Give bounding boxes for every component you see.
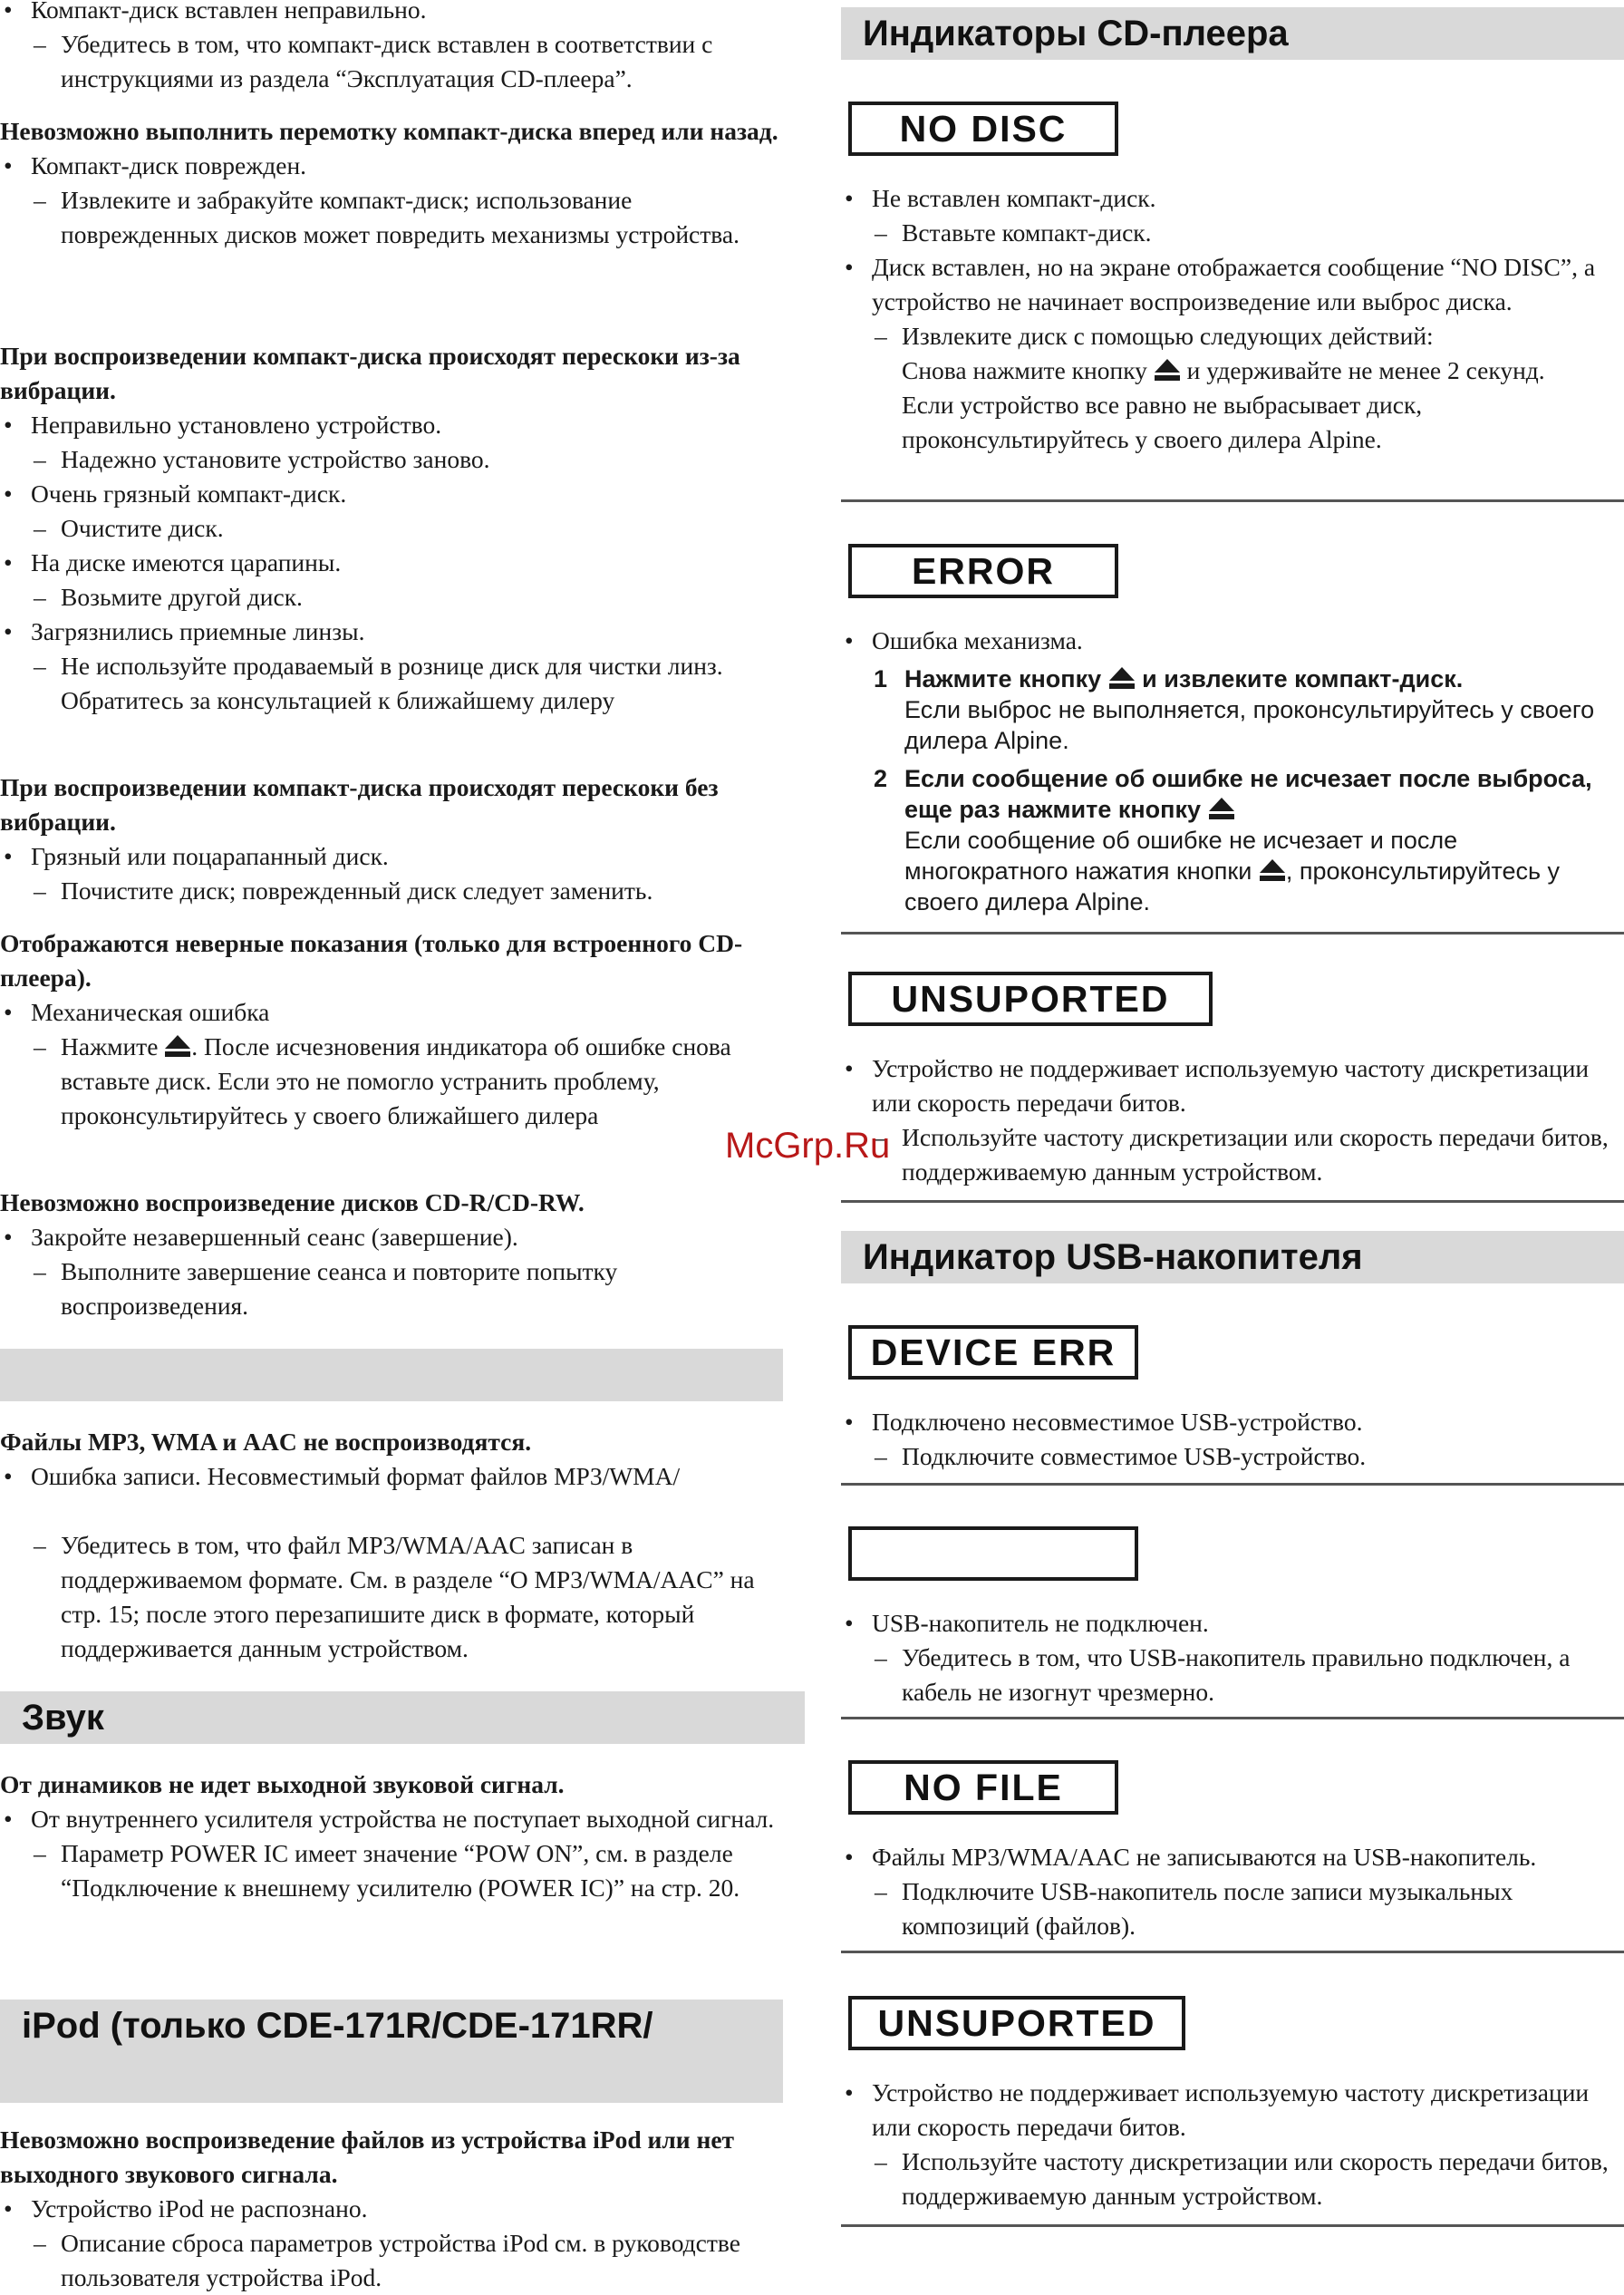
bullet-item: • Закройте незавершенный сеанс (завершение). xyxy=(0,1220,783,1254)
bullet-item: • Устройство iPod не распознано. xyxy=(0,2192,783,2226)
step-text xyxy=(904,825,1624,917)
step-text-part: Если сообщение об ошибке не исчезает и после многократного нажатия кнопки xyxy=(904,827,1458,885)
dash-item: – Подключите USB-накопитель после записи музыкальных композиций (файлов). xyxy=(841,1874,1624,1943)
note-text: Если устройство все равно не выбрасывает диск, проконсультируйтесь у своего дилера Alpine. xyxy=(902,391,1423,453)
dash-item: – Не используйте продаваемый в рознице диск для чистки линз. Обратитесь за консультацией к ближайшему дилеру xyxy=(0,649,783,718)
section-sound xyxy=(0,1767,783,1905)
question-heading: При воспроизведении компакт-диска происходят перескоки без вибрации. xyxy=(0,773,719,836)
bullet-item: • Компакт-диск вставлен неправильно. xyxy=(0,0,783,27)
dash-item: – Описание сброса параметров устройства iPod см. в руководстве пользователя устройства iPod. xyxy=(0,2226,783,2295)
step-heading xyxy=(904,763,1624,825)
bullet-item: • Файлы MP3/WMA/AAC не записываются на USB-накопитель. xyxy=(841,1840,1624,1874)
watermark: McGrp.Ru xyxy=(725,1126,891,1166)
divider xyxy=(841,1200,1624,1203)
dash-item: – Подключите совместимое USB-устройство. xyxy=(841,1439,1624,1474)
eject-icon xyxy=(164,1034,191,1058)
dash-item: – Вставьте компакт-диск. xyxy=(841,216,1624,250)
section-mp3-files xyxy=(0,1425,783,1666)
dash-item: – Убедитесь в том, что USB-накопитель правильно подключен, а кабель не изогнут чрезмерно. xyxy=(841,1641,1624,1709)
section-no-disc xyxy=(841,181,1624,457)
section-ipod xyxy=(0,2123,783,2295)
question-heading: Невозможно воспроизведение файлов из устройства iPod или нет выходного звукового сигнала. xyxy=(0,2126,735,2188)
bullet-item: • Загрязнились приемные линзы. xyxy=(0,615,783,649)
step-number: 2 xyxy=(874,765,888,792)
section-cdr-cdrw xyxy=(0,1186,783,1323)
bullet-item: • Устройство не поддерживает используемую частоту дискретизации или скорость передачи битов. xyxy=(841,1051,1624,1120)
eject-icon xyxy=(1259,858,1286,882)
bullet-item: • Механическая ошибка xyxy=(0,995,783,1030)
section-title-ipod-band xyxy=(0,2000,783,2103)
section-no-usb xyxy=(841,1606,1624,1709)
bullet-item: • USB-накопитель не подключен. xyxy=(841,1606,1624,1641)
step-number: 1 xyxy=(874,665,888,692)
question-heading: Отображаются неверные показания (только для встроенного CD-плеера). xyxy=(0,929,743,992)
bullet-item: • Подключено несовместимое USB-устройство. xyxy=(841,1405,1624,1439)
indicator-error: ERROR xyxy=(848,544,1118,598)
question-heading: Невозможно воспроизведение дисков CD-R/CD-RW. xyxy=(0,1188,585,1216)
section-wrong-display xyxy=(0,926,783,1133)
question-heading: Файлы MP3, WMA и AAC не воспроизводятся. xyxy=(0,1428,532,1456)
note-text-part: Снова нажмите кнопку xyxy=(902,356,1147,384)
note-text-part: и удерживайте не менее 2 секунд. xyxy=(1186,356,1545,384)
section-band-empty xyxy=(0,1349,783,1401)
section-title-cd-indicators: Индикаторы CD-плеера xyxy=(841,7,1624,60)
dash-text: . После исчезновения индикатора об ошибке снова вставьте диск. Если это не помогло устранить проблему, проконсультируйтесь у своего ближайшего дилера xyxy=(61,1032,731,1129)
section-title-usb-indicator: Индикатор USB-накопителя xyxy=(841,1231,1624,1283)
section-unsupported-cd xyxy=(841,1051,1624,1189)
dash-item: – Выполните завершение сеанса и повторите попытку воспроизведения. xyxy=(0,1254,783,1323)
eject-icon xyxy=(1154,358,1181,382)
indicator-unsupported: UNSUPORTED xyxy=(848,972,1213,1026)
divider xyxy=(841,932,1624,934)
dash-item: – Используйте частоту дискретизации или скорость передачи битов, поддерживаемую данным устройством. xyxy=(841,2145,1624,2213)
dash-item: – Убедитесь в том, что файл MP3/WMA/AAC записан в поддерживаемом формате. См. в разделе “О MP3/WMA/AAC” на стр. 15; после этого перезапишите диск в формате, который поддерживается данным устройством. xyxy=(0,1528,783,1666)
divider xyxy=(841,1717,1624,1719)
step-heading-part: Нажмите кнопку xyxy=(904,665,1102,692)
step-heading-part: Если сообщение об ошибке не исчезает после выброса, еще раз нажмите кнопку xyxy=(904,765,1592,823)
note-text xyxy=(841,353,1624,388)
section-disc-inserted xyxy=(0,0,783,96)
section-title-ipod: iPod (только CDE-171R/CDE-171RR/ xyxy=(22,2006,653,2046)
dash-item: – Параметр POWER IC имеет значение “POW ON”, см. в разделе “Подключение к внешнему усилителю (POWER IC)” на стр. 20. xyxy=(0,1836,783,1905)
section-title-sound: Звук xyxy=(0,1691,805,1744)
bullet-item: • Не вставлен компакт-диск. xyxy=(841,181,1624,216)
section-skips-vibration xyxy=(0,339,783,718)
bullet-item: • Компакт-диск поврежден. xyxy=(0,149,783,183)
indicator-blank xyxy=(848,1526,1138,1581)
section-device-err xyxy=(841,1405,1624,1474)
indicator-unsupported: UNSUPORTED xyxy=(848,1996,1185,2050)
section-no-seek xyxy=(0,114,783,252)
bullet-item: • Диск вставлен, но на экране отображается сообщение “NO DISC”, а устройство не начинает воспроизведение или выброс диска. xyxy=(841,250,1624,319)
indicator-no-disc: NO DISC xyxy=(848,102,1118,156)
question-heading: От динамиков не идет выходной звуковой сигнал. xyxy=(0,1770,565,1798)
dash-item: – Извлеките диск с помощью следующих действий: xyxy=(841,319,1624,353)
dash-item: – Надежно установите устройство заново. xyxy=(0,442,783,477)
bullet-item: • На диске имеются царапины. xyxy=(0,546,783,580)
bullet-item: • От внутреннего усилителя устройства не поступает выходной сигнал. xyxy=(0,1802,783,1836)
section-unsupported-usb xyxy=(841,2076,1624,2213)
bullet-item: • Неправильно установлено устройство. xyxy=(0,408,783,442)
dash-item: – Используйте частоту дискретизации или скорость передачи битов, поддерживаемую данным устройством. xyxy=(841,1120,1624,1189)
dash-item: – Извлеките и забракуйте компакт-диск; использование поврежденных дисков может повредить механизмы устройства. xyxy=(0,183,783,252)
dash-item: – Очистите диск. xyxy=(0,511,783,546)
eject-icon xyxy=(1108,666,1136,690)
step-1 xyxy=(841,663,1624,756)
question-heading: При воспроизведении компакт-диска происходят перескоки из-за вибрации. xyxy=(0,342,740,404)
bullet-item: • Устройство не поддерживает используемую частоту дискретизации или скорость передачи битов. xyxy=(841,2076,1624,2145)
bullet-item: • Ошибка записи. Несовместимый формат файлов MP3/WMA/ xyxy=(0,1459,783,1494)
bullet-item: • Грязный или поцарапанный диск. xyxy=(0,839,783,874)
indicator-no-file: NO FILE xyxy=(848,1760,1118,1815)
step-heading-part: и извлеките компакт-диск. xyxy=(1142,665,1464,692)
dash-text: Нажмите xyxy=(61,1032,159,1060)
dash-item: – Возьмите другой диск. xyxy=(0,580,783,615)
dash-item xyxy=(0,1030,783,1133)
divider xyxy=(841,1951,1624,1953)
dash-item: – Почистите диск; поврежденный диск следует заменить. xyxy=(0,874,783,908)
section-skips-no-vibration xyxy=(0,770,783,908)
section-error xyxy=(841,624,1624,917)
divider xyxy=(841,1483,1624,1486)
eject-icon xyxy=(1208,797,1235,820)
bullet-item: • Очень грязный компакт-диск. xyxy=(0,477,783,511)
divider xyxy=(841,499,1624,502)
dash-item: – Убедитесь в том, что компакт-диск вставлен в соответствии с инструкциями из раздела “Эксплуатация CD-плеера”. xyxy=(0,27,783,96)
step-2 xyxy=(841,763,1624,917)
bullet-item: • Ошибка механизма. xyxy=(841,624,1624,658)
step-heading xyxy=(904,663,1624,694)
section-no-file xyxy=(841,1840,1624,1943)
question-heading: Невозможно выполнить перемотку компакт-диска вперед или назад. xyxy=(0,117,778,145)
step-text: Если выброс не выполняется, проконсультируйтесь у своего дилера Alpine. xyxy=(904,696,1595,754)
indicator-device-err: DEVICE ERR xyxy=(848,1325,1138,1380)
step-text-part: , проконсультируйтесь у своего дилера Alpine. xyxy=(904,857,1561,915)
divider xyxy=(841,2224,1624,2227)
